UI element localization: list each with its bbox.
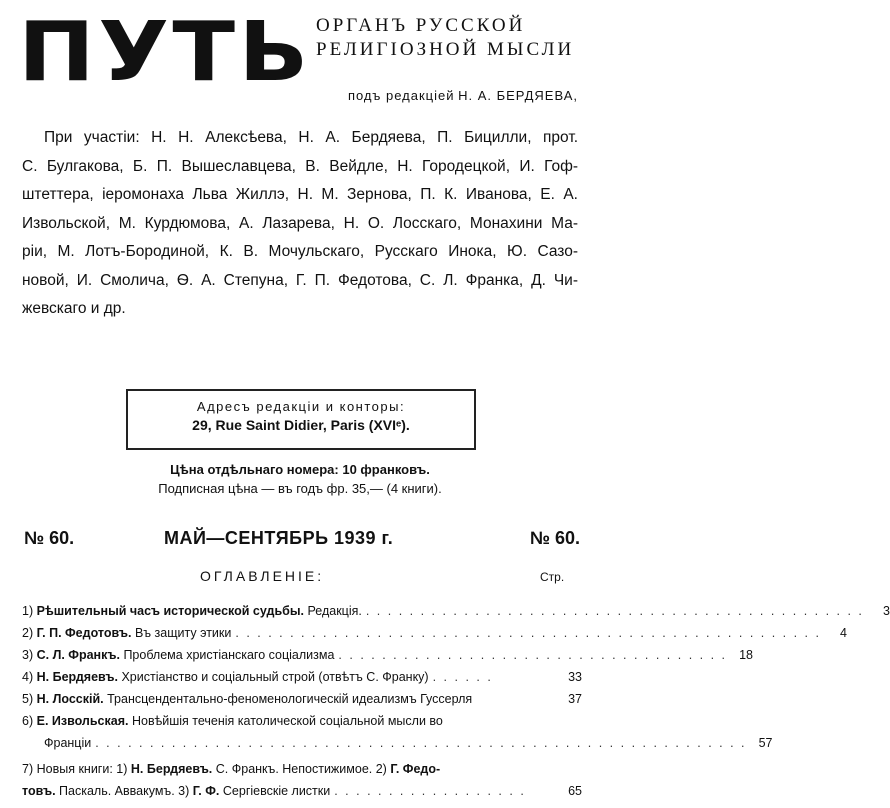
toc-entry-number: 3) <box>22 648 34 662</box>
toc-entry-author-cont: товъ. <box>22 784 56 798</box>
toc-entry-title: С. Франкъ. Непостижимое. 2) <box>215 762 387 776</box>
toc-entry-title: Въ защиту этики <box>134 626 232 640</box>
toc-entry-page: 37 <box>568 692 582 706</box>
toc-entry-number: 6) <box>22 714 34 728</box>
toc-entry-text-2: Сергіевскіе листки <box>222 784 331 798</box>
issue-number-left: № 60. <box>24 528 75 548</box>
toc-page-header: Стр. <box>540 570 565 584</box>
toc-entry <box>22 600 890 622</box>
toc-entry <box>22 688 582 710</box>
contributors-line: С. Булгакова, Б. П. Вышеславцева, В. Вейдле, Н. Городецкой, И. Гоф- <box>22 157 578 175</box>
table-of-contents <box>22 600 890 802</box>
toc-entry-page: 57 <box>758 736 773 750</box>
toc-leader-dots: . . . . . . . . . . . . . . . . . . . . . . . . . . . . . . . . . . . . . . . . . . . . . . . . . . . . . . <box>235 626 821 640</box>
toc-entry-title-continued: Франціи <box>44 736 92 750</box>
subscription-price: Подписная цѣна — въ годъ фр. 35,— (4 книги). <box>158 481 442 496</box>
toc-entry-number: 2) <box>22 626 34 640</box>
toc-entry-number: 4) <box>22 670 34 684</box>
toc-entry-author: С. Л. Франкъ. <box>36 648 120 662</box>
single-issue-price: Цѣна отдѣльнаго номера: 10 франковъ. <box>170 462 430 477</box>
toc-entry-page: 3 <box>882 604 890 618</box>
toc-entry-author: Н. Лосскій. <box>36 692 104 706</box>
editor-line <box>316 88 578 103</box>
toc-entry-title: Христіанство и соціальный строй (отвѣтъ С. Франку) <box>121 670 429 684</box>
toc-entry-title: Редакція. <box>307 604 362 618</box>
toc-leader-dots: . . . . . . . . . . . . . . . . . . . . . . . . . . . . . . . . . . . . . . . . . . . . . . <box>365 604 864 618</box>
contributors-line: штеттера, іеромонаха Льва Жиллэ, Н. М. Зернова, П. К. Иванова, Е. А. <box>22 186 578 203</box>
toc-entry-author: Н. Бердяевъ. <box>36 670 118 684</box>
issue-row <box>24 528 580 554</box>
price-block <box>20 460 580 498</box>
toc-entry-author-3: Г. Ф. <box>192 784 220 798</box>
editor-name: Н. А. БЕРДЯЕВА, <box>458 88 578 103</box>
toc-entry-author: Рѣшительный часъ исторической судьбы. <box>36 604 305 618</box>
contributors-line: При участіи: Н. Н. Алексѣева, Н. А. Бердяева, П. Бицилли, прот. <box>44 129 578 146</box>
toc-entry <box>22 644 753 666</box>
toc-entry-intro: Новыя книги: 1) <box>36 762 128 776</box>
toc-entry <box>22 758 582 802</box>
toc-entry-title: Трансцендентально-феноменологическій идеализмъ Гуссерля <box>107 692 473 706</box>
toc-entry-page: 18 <box>739 648 753 662</box>
issue-number-right: № 60. <box>529 528 580 548</box>
address-box <box>126 389 476 450</box>
contributors-line: новой, И. Смолича, Ѳ. А. Степуна, Г. П. Федотова, С. Л. Франка, Д. Чи- <box>22 271 578 289</box>
toc-entry <box>22 666 582 688</box>
toc-leader-dots: . . . . . . . . . . . . . . . . . . <box>334 784 526 798</box>
organ-line-2: РЕЛИГІОЗНОЙ МЫСЛИ <box>316 39 575 60</box>
contributors-line: Извольской, М. Курдюмова, А. Лазарева, Н. О. Лосскаго, Монахини Ма- <box>22 214 578 232</box>
organ-line-1: ОРГАНЪ РУССКОЙ <box>316 15 526 36</box>
toc-entry-number: 1) <box>22 604 34 618</box>
toc-leader-dots: . . . . . . <box>432 670 493 684</box>
toc-entry <box>22 622 847 644</box>
toc-entry-number: 7) <box>22 762 34 776</box>
toc-leader-dots: . . . . . . . . . . . . . . . . . . . . . . . . . . . . . . . . . . . . <box>338 648 727 662</box>
organ-subtitle <box>316 14 578 62</box>
address-value: 29, Rue Saint Didier, Paris (XVIᵉ). <box>192 417 410 433</box>
toc-entry-page: 33 <box>568 670 582 684</box>
toc-title: ОГЛАВЛЕНІЕ: <box>200 568 325 584</box>
toc-entry-author: Н. Бердяевъ. <box>130 762 213 776</box>
journal-title-logo: ПУТЬ <box>18 5 312 100</box>
toc-entry <box>22 710 773 754</box>
toc-entry-author: Г. П. Федотовъ. <box>36 626 132 640</box>
toc-entry-page: 65 <box>568 784 582 798</box>
contributors-line: ріи, М. Лотъ-Бородиной, К. В. Мочульскаго, Русскаго Инока, Ю. Сазо- <box>22 243 578 260</box>
issue-date: МАЙ—СЕНТЯБРЬ 1939 г. <box>164 528 394 548</box>
toc-leader-dots: . . . . . . . . . . . . . . . . . . . . . . . . . . . . . . . . . . . . . . . . . . . . . . . . . . . . . . . . . . . . <box>95 736 747 750</box>
toc-entry-author: Е. Извольская. <box>36 714 129 728</box>
toc-entry-page: 4 <box>840 626 847 640</box>
toc-entry-title: Новѣйшія теченія католической соціальной мысли во <box>131 714 443 728</box>
toc-entry-title: Проблема христіанскаго соціализма <box>123 648 335 662</box>
contributors-line: жевскаго и др. <box>22 300 126 317</box>
editor-prefix: подъ редакціей <box>347 88 455 103</box>
toc-entry-text: Паскаль. Аввакумъ. 3) <box>59 784 190 798</box>
address-label: Адресъ редакціи и конторы: <box>196 399 406 414</box>
contributors-block <box>22 124 578 324</box>
toc-entry-author-2: Г. Федо- <box>390 762 441 776</box>
toc-entry-number: 5) <box>22 692 34 706</box>
